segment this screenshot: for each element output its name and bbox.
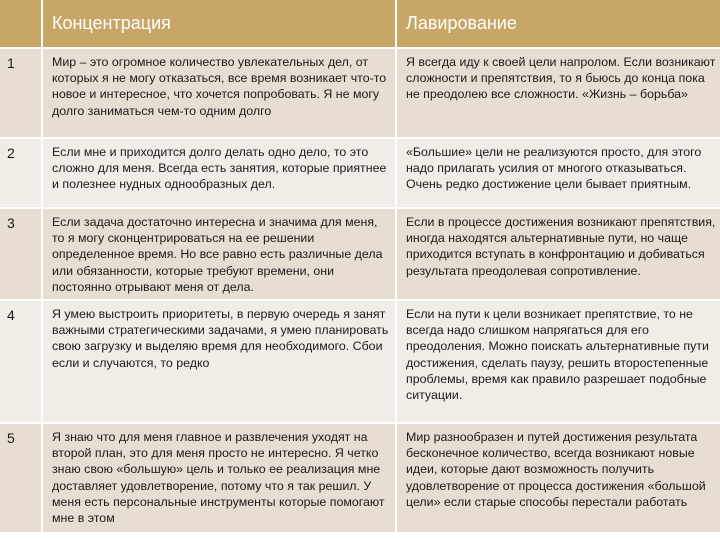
row-number: 5	[0, 423, 42, 533]
table-row	[0, 48, 720, 138]
table-row	[0, 423, 720, 533]
concentration-cell: Если мне и приходится долго делать одно дело, то это сложно для меня. Всегда есть занятия, которые приятнее и полезнее нудных однообразных дел.	[42, 138, 396, 208]
row-number: 3	[0, 208, 42, 300]
table-row	[0, 138, 720, 208]
header-num	[0, 0, 42, 48]
concentration-cell: Я умею выстроить приоритеты, в первую очередь я занят важными стратегическими задачами, я умею планировать свою загрузку и выделяю время для необходимого. Сбои если и случаются, то редко	[42, 300, 396, 423]
header-maneuvering: Лавирование	[396, 0, 720, 48]
maneuvering-cell: Если на пути к цели возникает препятствие, то не всегда надо слишком напрягаться для его преодоления. Можно поискать альтернативные пути достижения, сделать паузу, решить второстепенные проблемы, время как правило разрешает подобные ситуации.	[396, 300, 720, 423]
row-number: 1	[0, 48, 42, 138]
table-row	[0, 300, 720, 423]
maneuvering-cell: Мир разнообразен и путей достижения результата бесконечное количество, всегда возникают новые идеи, которые дают возможность получить удовлетворение от процесса достижения «большой цели» если старые способы перестали работать	[396, 423, 720, 533]
row-number: 2	[0, 138, 42, 208]
concentration-cell: Я знаю что для меня главное и развлечения уходят на второй план, это для меня просто не интересно. Я четко знаю свою «большую» цель и только ее реализация мне доставляет удовлетворение, потому что я так решил. У меня есть персональные инструменты которые помогают мне в этом	[42, 423, 396, 533]
concentration-cell: Мир – это огромное количество увлекательных дел, от которых я не могу отказаться, все время возникает что-то новое и интересное, что хочется попробовать. Я не могу долго заниматься чем-то одним долго	[42, 48, 396, 138]
concentration-cell: Если задача достаточно интересна и значима для меня, то я могу сконцентрироваться на ее решении определенное время. Но все равно есть различные дела или обязанности, которые требуют времени, они постоянно отрывают меня от дела.	[42, 208, 396, 300]
header-row	[0, 0, 720, 48]
maneuvering-cell: Я всегда иду к своей цели напролом. Если возникают сложности и препятствия, то я бьюсь до конца пока не преодолею все сложности. «Жизнь – борьба»	[396, 48, 720, 138]
maneuvering-cell: Если в процессе достижения возникают препятствия, иногда находятся альтернативные пути, но чаще приходится вступать в конфронтацию и добиваться результата преодолевая сопротивление.	[396, 208, 720, 300]
maneuvering-cell: «Большие» цели не реализуются просто, для этого надо прилагать усилия от многого отказываться. Очень редко достижение цели бывает приятным.	[396, 138, 720, 208]
table-row	[0, 208, 720, 300]
row-number: 4	[0, 300, 42, 423]
header-concentration: Концентрация	[42, 0, 396, 48]
